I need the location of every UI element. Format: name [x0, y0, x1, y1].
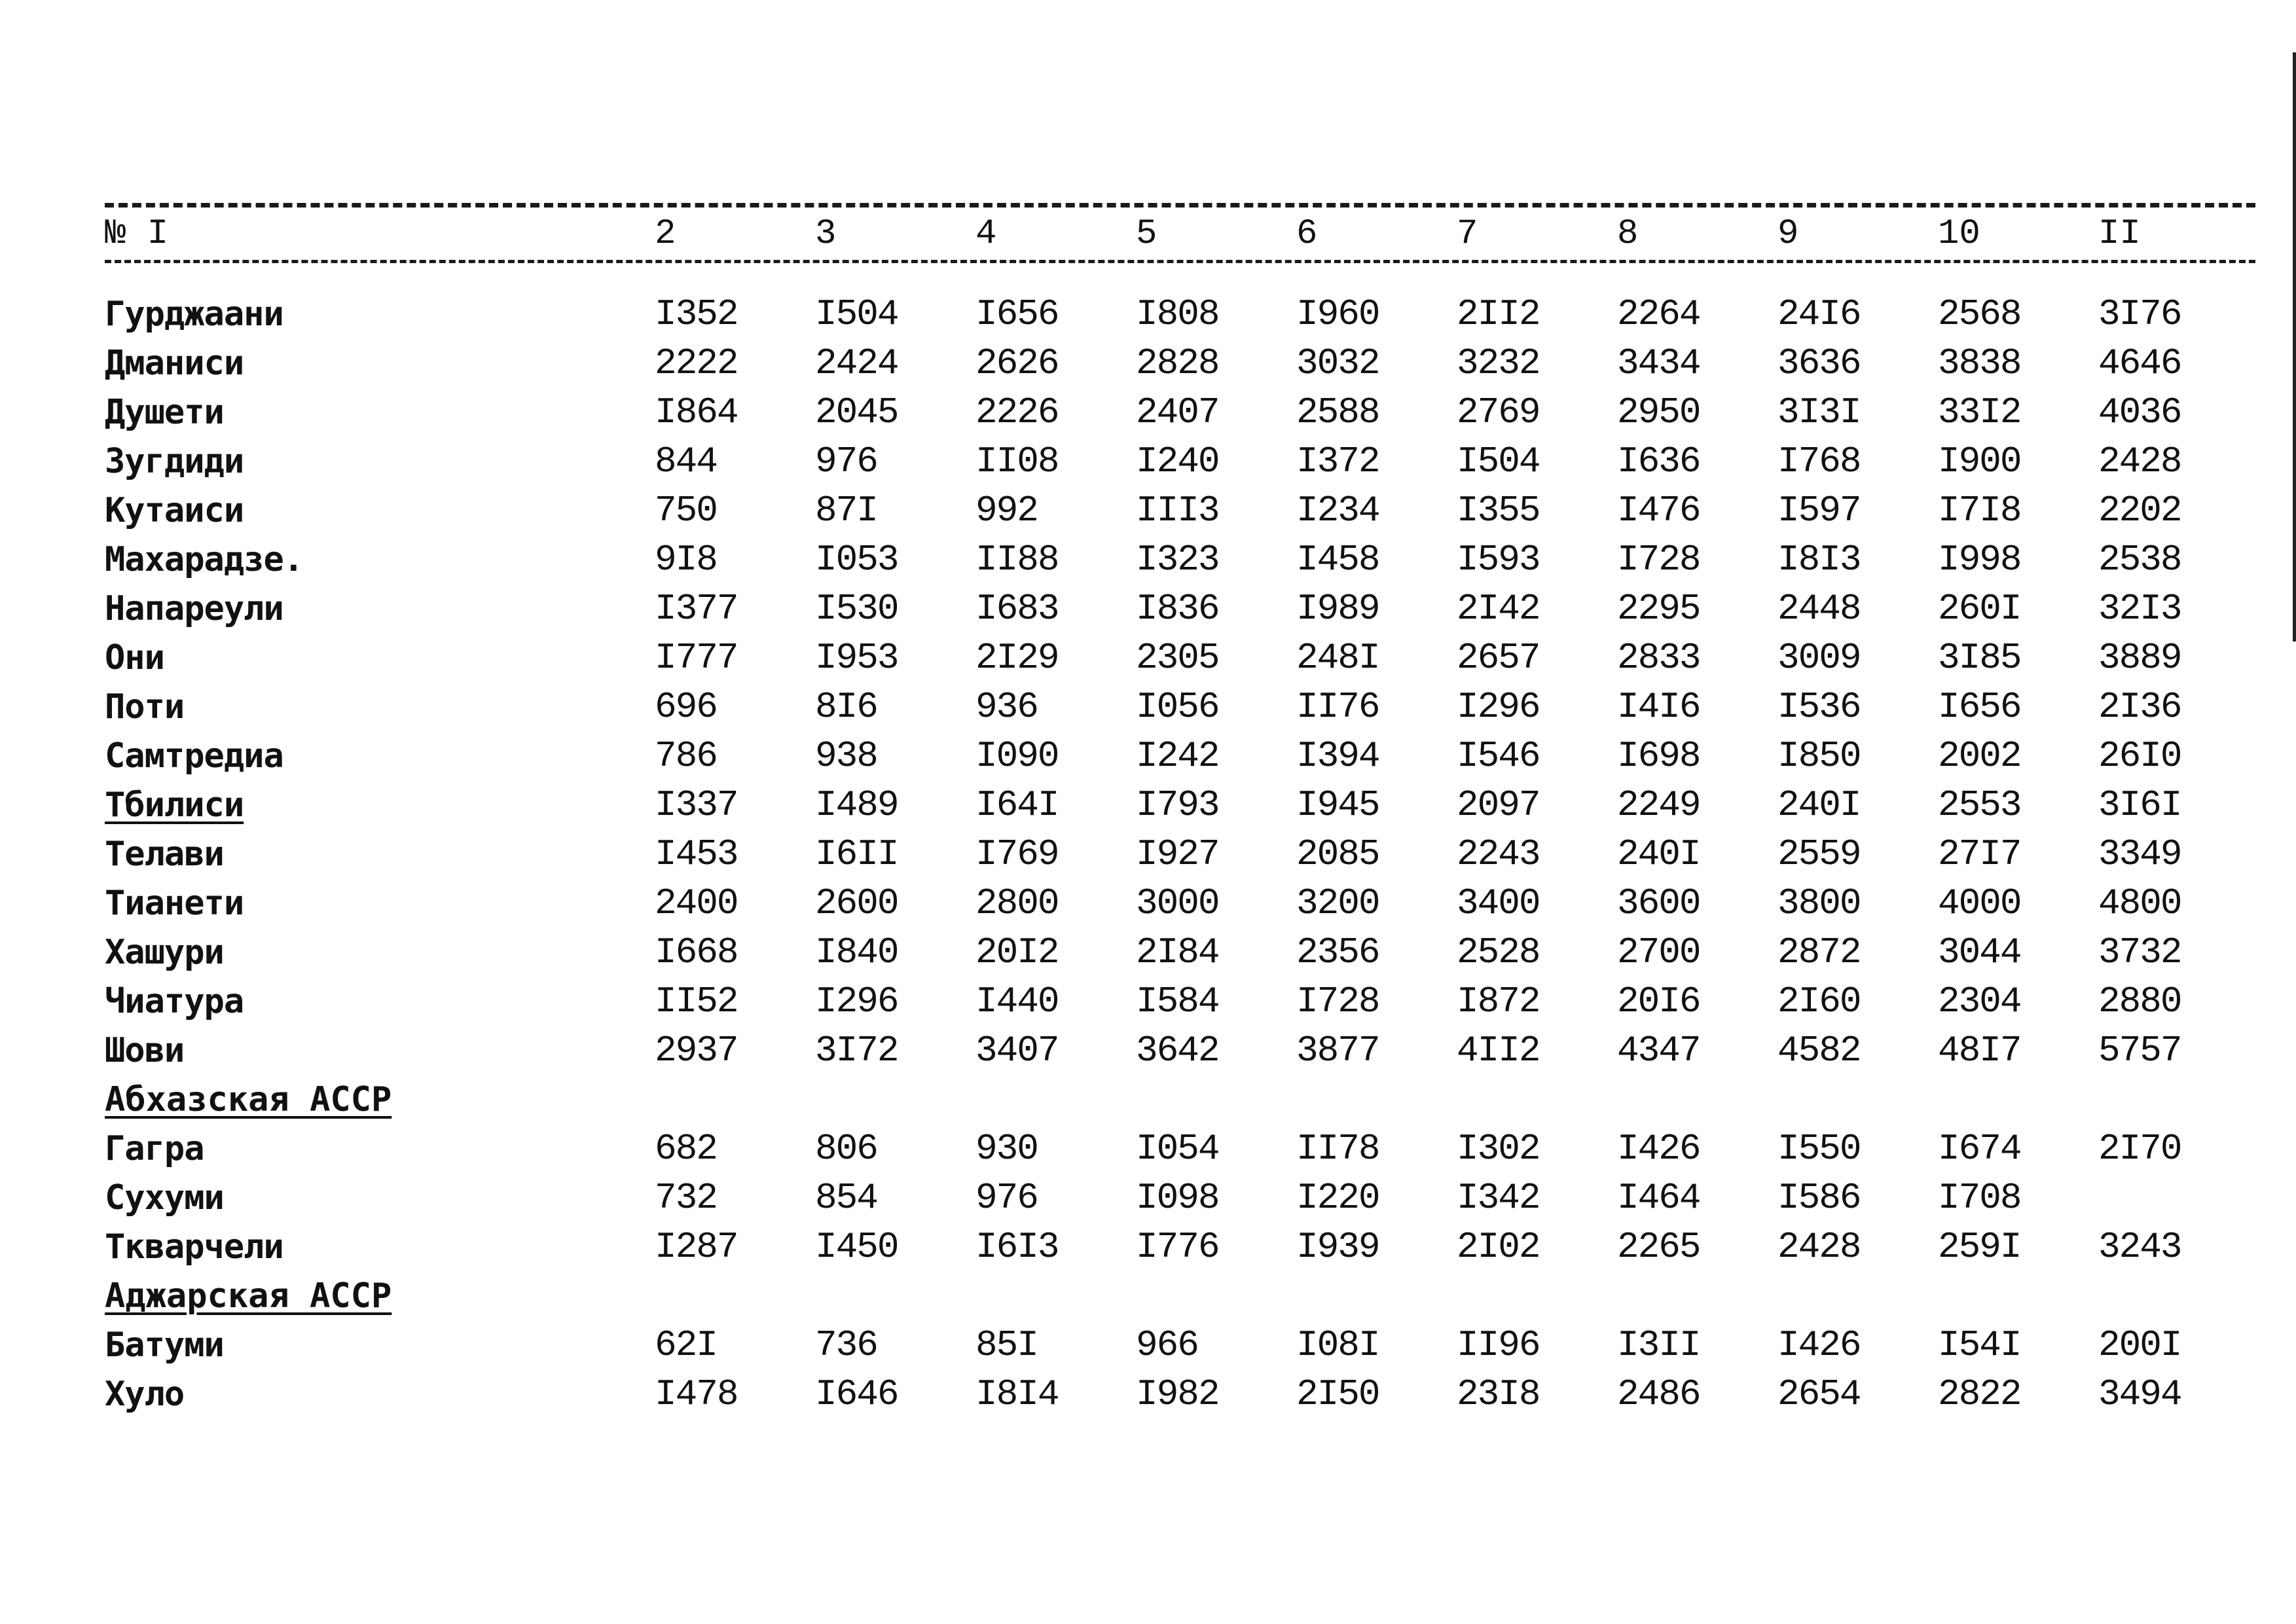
value-cell: I4I6	[1617, 685, 1700, 728]
value-cell: I586	[1777, 1176, 1861, 1219]
value-cell: 3243	[2098, 1225, 2181, 1268]
value-cell: I287	[655, 1225, 738, 1268]
value-cell: 936	[975, 685, 1038, 728]
value-cell: 2588	[1296, 391, 1379, 433]
value-cell: I698	[1617, 734, 1700, 777]
value-cell: I323	[1136, 538, 1219, 581]
value-cell: 2950	[1617, 391, 1700, 433]
value-cell: I377	[655, 587, 738, 630]
value-cell: I240	[1136, 440, 1219, 482]
value-cell: I998	[1938, 538, 2021, 581]
value-cell: 2I84	[1136, 931, 1219, 973]
location-name: Напареули	[105, 588, 283, 628]
value-cell: I056	[1136, 685, 1219, 728]
value-cell: I550	[1777, 1127, 1861, 1170]
column-header-10: II	[2098, 213, 2141, 254]
value-cell: 938	[815, 734, 877, 777]
column-header-3: 4	[975, 213, 997, 254]
table-row	[105, 1222, 2259, 1271]
value-cell: I708	[1938, 1176, 2021, 1219]
value-cell: 3I72	[815, 1029, 898, 1072]
value-cell: 732	[655, 1176, 717, 1219]
value-cell: 26I0	[2098, 734, 2181, 777]
value-cell: I668	[655, 931, 738, 973]
value-cell: 3494	[2098, 1373, 2181, 1415]
value-cell: I355	[1457, 489, 1540, 532]
value-cell: I646	[815, 1373, 898, 1415]
table-row	[105, 829, 2259, 878]
value-cell: I546	[1457, 734, 1540, 777]
value-cell: I769	[975, 833, 1059, 875]
page-edge-mark	[2293, 52, 2296, 641]
value-cell: 4II2	[1457, 1029, 1540, 1072]
value-cell: I458	[1296, 538, 1379, 581]
value-cell: II78	[1296, 1127, 1379, 1170]
value-cell: 3I6I	[2098, 784, 2181, 826]
location-name: Чиатура	[105, 981, 244, 1021]
value-cell: 3009	[1777, 636, 1861, 679]
value-cell: 3642	[1136, 1029, 1219, 1072]
value-cell: 3I76	[2098, 293, 2181, 335]
location-name: Тбилиси	[105, 785, 244, 825]
value-cell: 2I50	[1296, 1373, 1379, 1415]
value-cell: 976	[975, 1176, 1038, 1219]
column-header-8: 9	[1777, 213, 1799, 254]
location-name: Батуми	[105, 1325, 224, 1365]
value-cell: 8I6	[815, 685, 877, 728]
value-cell: I768	[1777, 440, 1861, 482]
value-cell: 2045	[815, 391, 898, 433]
value-cell: 2600	[815, 882, 898, 924]
value-cell: I808	[1136, 293, 1219, 335]
value-cell: I234	[1296, 489, 1379, 532]
location-name: Поти	[105, 687, 185, 727]
value-cell: I840	[815, 931, 898, 973]
value-cell: 2305	[1136, 636, 1219, 679]
value-cell: I927	[1136, 833, 1219, 875]
value-cell: II76	[1296, 685, 1379, 728]
value-cell: 696	[655, 685, 717, 728]
value-cell: I504	[815, 293, 898, 335]
value-cell: 2400	[655, 882, 738, 924]
value-cell: I656	[975, 293, 1059, 335]
column-header-9: 10	[1938, 213, 1980, 254]
value-cell: I054	[1136, 1127, 1219, 1170]
value-cell: 240I	[1617, 833, 1700, 875]
value-cell: 3I85	[1938, 636, 2021, 679]
column-header-6: 7	[1457, 213, 1478, 254]
value-cell: 3032	[1296, 342, 1379, 384]
value-cell: 3800	[1777, 882, 1861, 924]
value-cell: 3434	[1617, 342, 1700, 384]
value-cell: 2654	[1777, 1373, 1861, 1415]
value-cell: 2769	[1457, 391, 1540, 433]
value-cell: 2559	[1777, 833, 1861, 875]
location-name: Ткварчели	[105, 1227, 283, 1267]
value-cell: 260I	[1938, 587, 2021, 630]
table-body	[105, 289, 2259, 1418]
section-heading: Абхазская АССР	[105, 1079, 392, 1119]
value-cell: I394	[1296, 734, 1379, 777]
value-cell: 3232	[1457, 342, 1540, 384]
value-cell: 2I36	[2098, 685, 2181, 728]
value-cell: 2553	[1938, 784, 2021, 826]
value-cell: 2872	[1777, 931, 1861, 973]
value-cell: I098	[1136, 1176, 1219, 1219]
value-cell: 85I	[975, 1324, 1038, 1366]
value-cell: 2528	[1457, 931, 1540, 973]
value-cell: 248I	[1296, 636, 1379, 679]
value-cell: I872	[1457, 980, 1540, 1022]
value-cell: I656	[1938, 685, 2021, 728]
section-heading: Аджарская АССР	[105, 1276, 392, 1316]
value-cell: 2I70	[2098, 1127, 2181, 1170]
value-cell: III3	[1136, 489, 1219, 532]
value-cell: 2626	[975, 342, 1059, 384]
value-cell: 4347	[1617, 1029, 1700, 1072]
header-row	[105, 208, 2259, 260]
value-cell: 992	[975, 489, 1038, 532]
value-cell: 2226	[975, 391, 1059, 433]
value-cell: 27I7	[1938, 833, 2021, 875]
location-name: Сухуми	[105, 1178, 224, 1218]
value-cell: 2304	[1938, 980, 2021, 1022]
value-cell: 2833	[1617, 636, 1700, 679]
value-cell: 2657	[1457, 636, 1540, 679]
value-cell: 4582	[1777, 1029, 1861, 1072]
location-name: Тианети	[105, 883, 244, 923]
value-cell: 3044	[1938, 931, 2021, 973]
value-cell: 844	[655, 440, 717, 482]
value-cell: 3732	[2098, 931, 2181, 973]
value-cell: 2097	[1457, 784, 1540, 826]
location-name: Хашури	[105, 932, 224, 972]
value-cell: 2800	[975, 882, 1059, 924]
value-cell: I476	[1617, 489, 1700, 532]
value-cell: 2243	[1457, 833, 1540, 875]
value-cell: I242	[1136, 734, 1219, 777]
value-cell: 3407	[975, 1029, 1059, 1072]
value-cell: I426	[1777, 1324, 1861, 1366]
value-cell: I728	[1617, 538, 1700, 581]
value-cell: I302	[1457, 1127, 1540, 1170]
value-cell: I945	[1296, 784, 1379, 826]
column-header-2: 3	[815, 213, 837, 254]
column-header-5: 6	[1296, 213, 1318, 254]
value-cell: 2428	[2098, 440, 2181, 482]
column-header-number: № I	[105, 213, 169, 254]
value-cell: 9I8	[655, 538, 717, 581]
value-cell: I536	[1777, 685, 1861, 728]
column-header-4: 5	[1136, 213, 1157, 254]
location-name: Они	[105, 638, 164, 677]
value-cell: I683	[975, 587, 1059, 630]
value-cell: I54I	[1938, 1324, 2021, 1366]
value-cell: I674	[1938, 1127, 2021, 1170]
table-row	[105, 1026, 2259, 1075]
rates-table	[105, 208, 2259, 260]
value-cell: 4646	[2098, 342, 2181, 384]
rates-table-body	[105, 289, 2259, 1418]
value-cell: I450	[815, 1225, 898, 1268]
value-cell: 2448	[1777, 587, 1861, 630]
value-cell: 930	[975, 1127, 1038, 1170]
location-name: Душети	[105, 392, 224, 432]
value-cell: 200I	[2098, 1324, 2181, 1366]
value-cell: I489	[815, 784, 898, 826]
location-name: Зугдиди	[105, 441, 244, 481]
value-cell: 48I7	[1938, 1029, 2021, 1072]
value-cell: 2937	[655, 1029, 738, 1072]
location-name: Кутаиси	[105, 490, 244, 530]
value-cell: 87I	[815, 489, 877, 532]
value-cell: 2407	[1136, 391, 1219, 433]
value-cell: 240I	[1777, 784, 1861, 826]
value-cell: II96	[1457, 1324, 1540, 1366]
value-cell: 3000	[1136, 882, 1219, 924]
value-cell: I989	[1296, 587, 1379, 630]
top-rule	[105, 203, 2255, 208]
table-row	[105, 878, 2259, 928]
value-cell: 2I60	[1777, 980, 1861, 1022]
value-cell: 736	[815, 1324, 877, 1366]
value-cell: I64I	[975, 784, 1059, 826]
value-cell: I939	[1296, 1225, 1379, 1268]
table-row	[105, 1124, 2259, 1173]
value-cell: I296	[815, 980, 898, 1022]
value-cell: I372	[1296, 440, 1379, 482]
value-cell: I440	[975, 980, 1059, 1022]
value-cell: I464	[1617, 1176, 1700, 1219]
value-cell: I053	[815, 538, 898, 581]
value-cell: 3400	[1457, 882, 1540, 924]
column-header-1: 2	[655, 213, 676, 254]
location-name: Махарадзе.	[105, 539, 304, 579]
value-cell: 2822	[1938, 1373, 2021, 1415]
location-name: Гагра	[105, 1128, 204, 1168]
value-cell: 2424	[815, 342, 898, 384]
table-row	[105, 1173, 2259, 1222]
value-cell: I850	[1777, 734, 1861, 777]
value-cell: 3600	[1617, 882, 1700, 924]
value-cell: 2264	[1617, 293, 1700, 335]
table-row	[105, 731, 2259, 780]
value-cell	[2098, 1173, 2259, 1222]
value-cell: 2II2	[1457, 293, 1540, 335]
value-cell: 4800	[2098, 882, 2181, 924]
location-name: Гурджаани	[105, 294, 283, 334]
value-cell: 4000	[1938, 882, 2021, 924]
value-cell: I453	[655, 833, 738, 875]
column-header-7: 8	[1617, 213, 1639, 254]
value-cell: 3349	[2098, 833, 2181, 875]
value-cell: I6II	[815, 833, 898, 875]
value-cell: 2249	[1617, 784, 1700, 826]
value-cell: 2265	[1617, 1225, 1700, 1268]
value-cell: 2428	[1777, 1225, 1861, 1268]
value-cell: 2I42	[1457, 587, 1540, 630]
table-row	[105, 1369, 2259, 1418]
value-cell: 3889	[2098, 636, 2181, 679]
value-cell: I530	[815, 587, 898, 630]
value-cell: 2I29	[975, 636, 1059, 679]
value-cell: I982	[1136, 1373, 1219, 1415]
table-row	[105, 780, 2259, 829]
value-cell: I597	[1777, 489, 1861, 532]
value-cell: 2486	[1617, 1373, 1700, 1415]
value-cell: 2828	[1136, 342, 1219, 384]
value-cell: 5757	[2098, 1029, 2181, 1072]
value-cell: 3877	[1296, 1029, 1379, 1072]
value-cell: I296	[1457, 685, 1540, 728]
location-name: Телави	[105, 834, 224, 874]
value-cell: I478	[655, 1373, 738, 1415]
value-cell: 2002	[1938, 734, 2021, 777]
value-cell: 23I8	[1457, 1373, 1540, 1415]
value-cell: II52	[655, 980, 738, 1022]
value-cell: 20I6	[1617, 980, 1700, 1022]
table-row	[105, 682, 2259, 731]
value-cell: 966	[1136, 1324, 1198, 1366]
value-cell: 2700	[1617, 931, 1700, 973]
value-cell: I352	[655, 293, 738, 335]
value-cell: 2538	[2098, 538, 2181, 581]
value-cell: 2202	[2098, 489, 2181, 532]
value-cell: I426	[1617, 1127, 1700, 1170]
value-cell: I090	[975, 734, 1059, 777]
table-row	[105, 388, 2259, 437]
value-cell: I337	[655, 784, 738, 826]
value-cell: 2880	[2098, 980, 2181, 1022]
location-name: Шови	[105, 1030, 185, 1070]
value-cell: 20I2	[975, 931, 1059, 973]
value-cell: I636	[1617, 440, 1700, 482]
table-row	[105, 1320, 2259, 1369]
table-row	[105, 338, 2259, 388]
value-cell: I960	[1296, 293, 1379, 335]
value-cell: I08I	[1296, 1324, 1379, 1366]
value-cell: I900	[1938, 440, 2021, 482]
value-cell: 2222	[655, 342, 738, 384]
table-row	[105, 928, 2259, 977]
value-cell: 259I	[1938, 1225, 2021, 1268]
value-cell: I793	[1136, 784, 1219, 826]
value-cell: 33I2	[1938, 391, 2021, 433]
value-cell: I8I4	[975, 1373, 1059, 1415]
value-cell: 682	[655, 1127, 717, 1170]
table-row	[105, 437, 2259, 486]
value-cell: I864	[655, 391, 738, 433]
location-name: Хуло	[105, 1374, 185, 1414]
rates-table-container	[105, 203, 2255, 1418]
value-cell: 62I	[655, 1324, 717, 1366]
value-cell: 3636	[1777, 342, 1861, 384]
value-cell: 2295	[1617, 587, 1700, 630]
value-cell: 2085	[1296, 833, 1379, 875]
value-cell: I776	[1136, 1225, 1219, 1268]
value-cell: II08	[975, 440, 1059, 482]
value-cell: 2I02	[1457, 1225, 1540, 1268]
location-name: Самтредиа	[105, 736, 283, 776]
value-cell: I3II	[1617, 1324, 1700, 1366]
value-cell: I6I3	[975, 1225, 1059, 1268]
value-cell: 2356	[1296, 931, 1379, 973]
value-cell: 3I3I	[1777, 391, 1861, 433]
value-cell: 3838	[1938, 342, 2021, 384]
value-cell: II88	[975, 538, 1059, 581]
value-cell: 854	[815, 1176, 877, 1219]
location-name: Дманиси	[105, 343, 244, 383]
value-cell: I220	[1296, 1176, 1379, 1219]
section-heading-row	[105, 1075, 2259, 1124]
value-cell: I7I8	[1938, 489, 2021, 532]
value-cell: I342	[1457, 1176, 1540, 1219]
value-cell: I777	[655, 636, 738, 679]
value-cell: 32I3	[2098, 587, 2181, 630]
value-cell: 2568	[1938, 293, 2021, 335]
value-cell: 976	[815, 440, 877, 482]
table-row	[105, 584, 2259, 633]
value-cell: 4036	[2098, 391, 2181, 433]
value-cell: I836	[1136, 587, 1219, 630]
table-row	[105, 977, 2259, 1026]
table-row	[105, 633, 2259, 682]
table-row	[105, 486, 2259, 535]
value-cell: 786	[655, 734, 717, 777]
value-cell: I8I3	[1777, 538, 1861, 581]
value-cell: I953	[815, 636, 898, 679]
value-cell: I504	[1457, 440, 1540, 482]
value-cell: I728	[1296, 980, 1379, 1022]
value-cell: 3200	[1296, 882, 1379, 924]
value-cell: I584	[1136, 980, 1219, 1022]
table-row	[105, 289, 2259, 338]
value-cell: I593	[1457, 538, 1540, 581]
value-cell: 750	[655, 489, 717, 532]
value-cell: 24I6	[1777, 293, 1861, 335]
section-heading-row	[105, 1271, 2259, 1320]
table-row	[105, 535, 2259, 584]
value-cell: 806	[815, 1127, 877, 1170]
